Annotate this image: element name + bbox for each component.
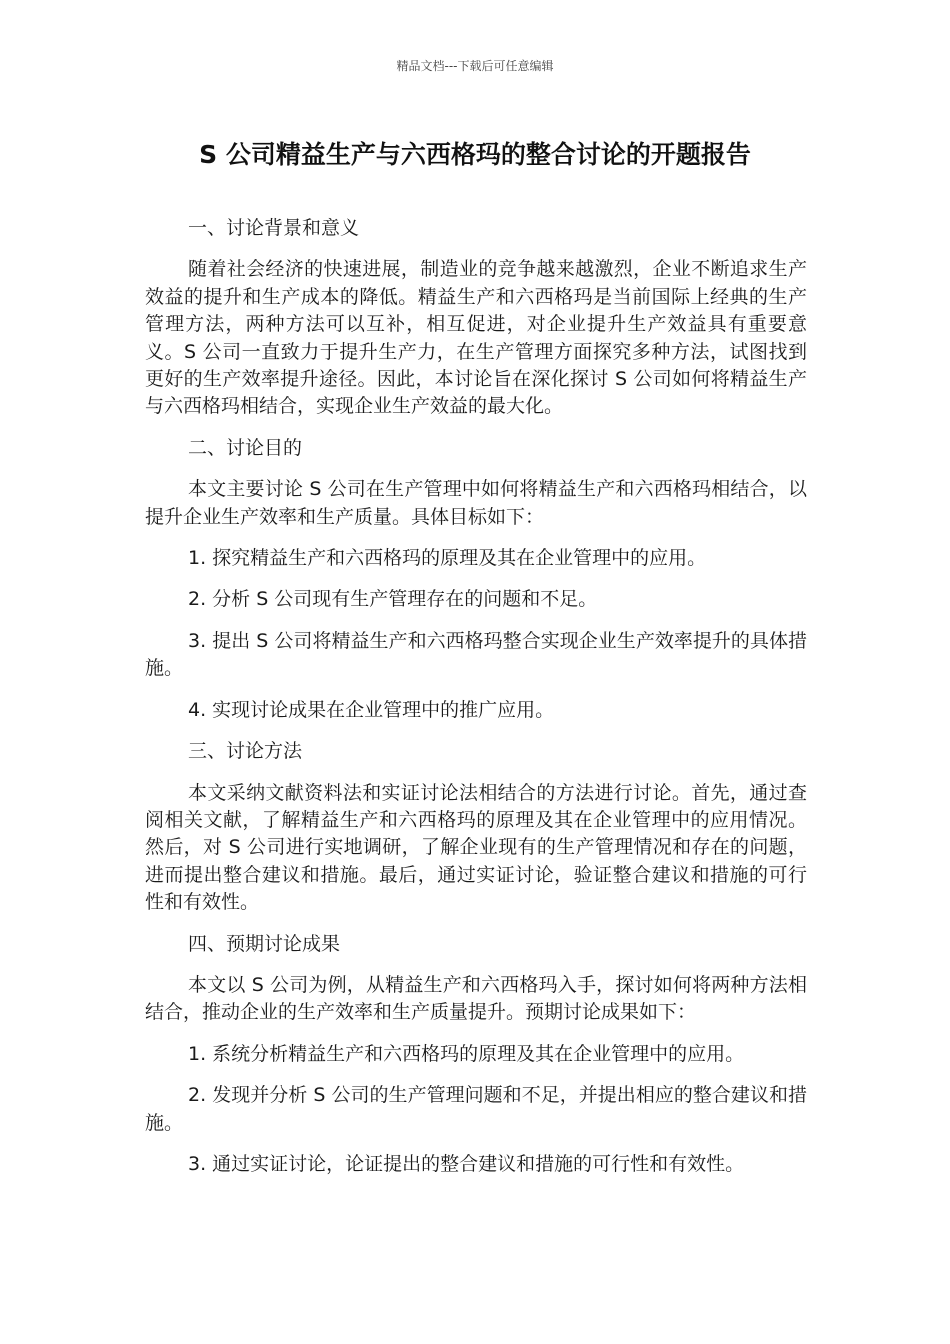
purpose-item-2: 2. 分析 S 公司现有生产管理存在的问题和不足。 [188,588,598,611]
document-body [145,215,807,1192]
section-heading-method: 三、讨论方法 [188,740,303,763]
result-item-3: 3. 通过实证讨论，论证提出的整合建议和措施的可行性和有效性。 [188,1152,745,1175]
purpose-item-3: 3. 提出 S 公司将精益生产和六西格玛整合实现企业生产效率提升的具体措施。 [145,629,807,680]
document-title: S 公司精益生产与六西格玛的整合讨论的开题报告 [199,140,751,169]
paragraph-results: 本文以 S 公司为例，从精益生产和六西格玛入手，探讨如何将两种方法相结合，推动企业的生产效率和生产质量提升。预期讨论成果如下： [145,973,807,1024]
page-header: 精品文档---下载后可任意编辑 [396,59,554,73]
purpose-item-1: 1. 探究精益生产和六西格玛的原理及其在企业管理中的应用。 [188,547,707,570]
purpose-item-4: 4. 实现讨论成果在企业管理中的推广应用。 [188,698,555,721]
result-item-1: 1. 系统分析精益生产和六西格玛的原理及其在企业管理中的应用。 [188,1042,745,1065]
section-heading-purpose: 二、讨论目的 [188,436,303,459]
paragraph-background: 随着社会经济的快速进展，制造业的竞争越来越激烈，企业不断追求生产效益的提升和生产成本的降低。精益生产和六西格玛是当前国际上经典的生产管理方法，两种方法可以互补，相互促进，对企业提升生产效益具有重要意义。S 公司一直致力于提升生产力，在生产管理方面探究多种方法，试图找到更好的生产效率提升途径。因此，本讨论旨在深化探讨 S 公司如何将精益生产与六西格玛相结合，实现企业生产效益的最大化。 [145,258,807,418]
result-item-2: 2. 发现并分析 S 公司的生产管理问题和不足，并提出相应的整合建议和措施。 [145,1084,807,1134]
section-heading-results: 四、预期讨论成果 [188,932,341,955]
paragraph-method: 本文采纳文献资料法和实证讨论法相结合的方法进行讨论。首先，通过查阅相关文献，了解精益生产和六西格玛的原理及其在企业管理中的应用情况。然后，对 S 公司进行实地调研，了解企业现有的生产管理情况和存在的问题，进而提出整合建议和措施。最后，通过实证讨论，验证整合建议和措施的可行性和有效性。 [145,781,807,914]
paragraph-purpose: 本文主要讨论 S 公司在生产管理中如何将精益生产和六西格玛相结合，以提升企业生产效率和生产质量。具体目标如下： [145,478,807,528]
section-heading-background: 一、讨论背景和意义 [188,217,360,239]
